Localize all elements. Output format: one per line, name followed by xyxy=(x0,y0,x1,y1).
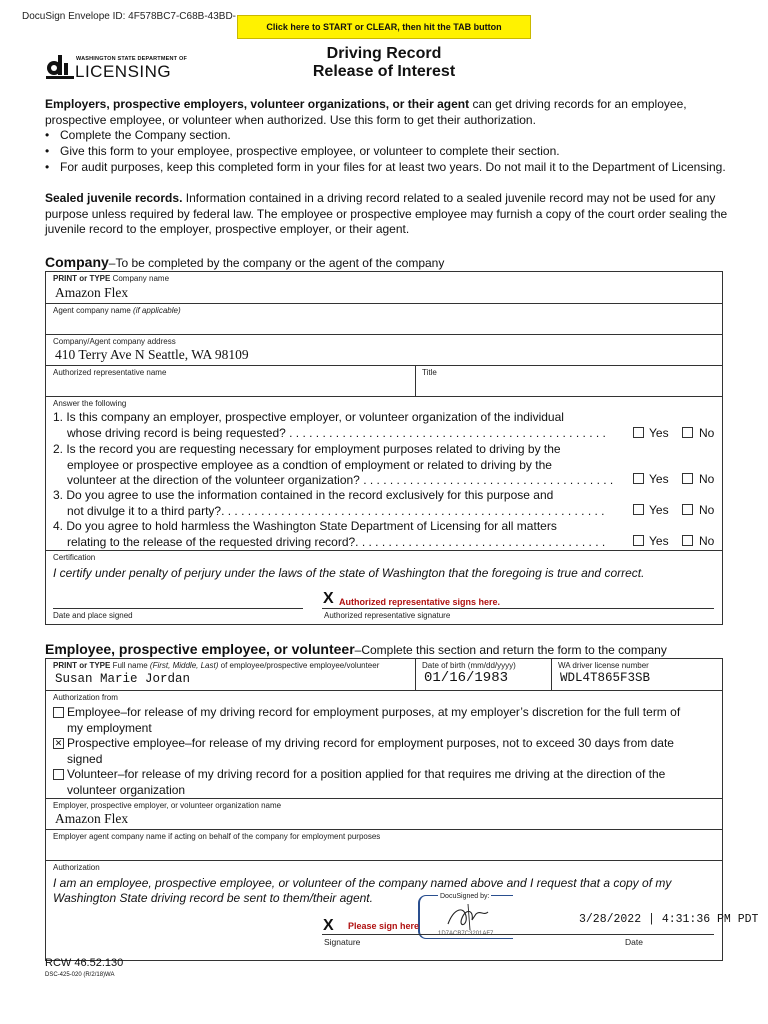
q3-no-label: No xyxy=(699,503,715,517)
address-field[interactable]: 410 Terry Ave N Seattle, WA 98109 xyxy=(55,347,249,362)
full-name-label: PRINT or TYPE Full name (First, Middle, Last) of employee/prospective employee/volunteer xyxy=(53,661,380,670)
q4-no-label: No xyxy=(699,534,715,548)
page-title xyxy=(270,45,498,81)
full-name-field[interactable]: Susan Marie Jordan xyxy=(55,672,191,686)
prospective-employee-checkbox[interactable]: ✕ xyxy=(54,738,63,748)
dl-label: WA driver license number xyxy=(558,661,649,670)
intro-paragraph xyxy=(45,97,730,128)
intro-bullet-3: • For audit purposes, keep this completed form in your files for at least two years. Do not mail it to the Department of Licensing. xyxy=(45,160,726,174)
address-label: Company/Agent company address xyxy=(53,337,176,346)
dol-logo-icon xyxy=(45,53,77,81)
q3-yes-label: Yes xyxy=(649,503,669,517)
title-field[interactable] xyxy=(422,378,712,392)
sealed-text: Information contained in a driving record related to a sealed juvenile record may not be used for any purpose unless required by federal law. The employee or prospective employee may furnish a copy of the court order sealing the juvenile record to the employer, prospective employer, or their agent. xyxy=(45,191,728,236)
signed-date-field[interactable]: 3/28/2022 | 4:31:36 PM PDT xyxy=(579,913,759,926)
certification-label: Certification xyxy=(53,553,96,562)
dob-label: Date of birth (mm/dd/yyyy) xyxy=(422,661,516,670)
question-4: 4. Do you agree to hold harmless the Washington State Department of Licensing for all matters relating to the release of the requested driving record?. . . . . . . . . . . . . . . . . . . . . . . . . . . . . . . . . . . . . . xyxy=(53,519,606,549)
q2-no-checkbox[interactable] xyxy=(682,473,693,484)
volunteer-text: Volunteer–for release of my driving record for a position applied for that requires me driving at the direction of the volunteer organization xyxy=(67,767,666,797)
signature-scribble-icon xyxy=(440,902,500,932)
dob-field[interactable]: 01/16/1983 xyxy=(424,670,509,686)
title-line2: Release of Interest xyxy=(312,63,456,80)
q1-yes-checkbox[interactable] xyxy=(633,427,644,438)
rcw-reference: RCW 46.52.130 xyxy=(45,957,124,969)
agent-company-label: Agent company name (if applicable) xyxy=(53,306,181,315)
q1-yes-label: Yes xyxy=(649,426,669,440)
form-number: DSC-425-020 (R/2/18)WA xyxy=(45,972,115,978)
answer-label: Answer the following xyxy=(53,399,127,408)
question-2: 2. Is the record you are requesting necessary for employment purposes related to driving by the employee or prospective employee as a condtion of employment or related to driving by the volunteer at the direction of the volunteer organization? . . . . . . . . . . . . . . . . . . . . . . . . . . . . . . . . . . . . . . xyxy=(53,442,614,487)
q2-yes-label: Yes xyxy=(649,472,669,486)
q2-yes-checkbox[interactable] xyxy=(633,473,644,484)
rep-name-label: Authorized representative name xyxy=(53,368,167,377)
start-clear-button[interactable]: Click here to START or CLEAR, then hit the TAB button xyxy=(237,15,531,39)
employee-option-checkbox[interactable] xyxy=(53,707,64,718)
company-name-label: PRINT or TYPE Company name xyxy=(53,274,170,283)
prospective-employee-text: Prospective employee–for release of my driving record for employment purposes, not to exceed 30 days from date signed xyxy=(67,736,674,766)
authorization-label: Authorization xyxy=(53,863,100,872)
employee-date-label: Date xyxy=(625,937,643,947)
intro-bullet-1: • Complete the Company section. xyxy=(45,128,231,142)
intro-text: can get driving records for an employee, prospective employee, or volunteer when authorized. Use this form to get their authorization. xyxy=(45,97,687,127)
rep-name-field[interactable] xyxy=(55,378,405,392)
employee-sign-here[interactable]: Please sign here xyxy=(348,921,420,931)
q3-yes-checkbox[interactable] xyxy=(633,504,644,515)
q4-no-checkbox[interactable] xyxy=(682,535,693,546)
q1-no-label: No xyxy=(699,426,715,440)
org-name-label: Employer, prospective employer, or volunteer organization name xyxy=(53,801,282,810)
org-name-field[interactable]: Amazon Flex xyxy=(55,811,129,826)
company-sign-x: X xyxy=(323,590,334,607)
envelope-id: DocuSign Envelope ID: 4F578BC7-C68B-43BD- xyxy=(22,11,236,22)
authorization-text-2: Washington State driving record be sent to them/their agent. xyxy=(53,891,373,905)
company-sign-here[interactable]: Authorized representative signs here. xyxy=(339,597,501,607)
title-line1: Driving Record xyxy=(326,45,442,62)
dl-field[interactable]: WDL4T865F3SB xyxy=(560,671,651,685)
employee-sign-x: X xyxy=(323,917,334,934)
company-name-field[interactable]: Amazon Flex xyxy=(55,285,129,300)
authorization-text-1: I am an employee, prospective employee, or volunteer of the company named above and I request that a copy of my xyxy=(53,876,672,890)
employee-option-text: Employee–for release of my driving record for employment purposes, at my employer’s discretion for the full term of my employment xyxy=(67,705,681,735)
q4-yes-checkbox[interactable] xyxy=(633,535,644,546)
certification-text: I certify under penalty of perjury under the laws of the state of Washington that the foregoing is true and correct. xyxy=(53,566,645,580)
auth-from-label: Authorization from xyxy=(53,693,118,702)
sealed-paragraph xyxy=(45,191,730,238)
volunteer-checkbox[interactable] xyxy=(53,769,64,780)
docusigned-by-label: DocuSigned by: xyxy=(440,893,490,900)
q2-no-label: No xyxy=(699,472,715,486)
logo-small-text: WASHINGTON STATE DEPARTMENT OF xyxy=(76,56,188,62)
q3-no-checkbox[interactable] xyxy=(682,504,693,515)
intro-bullet-2: • Give this form to your employee, prospective employee, or volunteer to complete their section. xyxy=(45,144,560,158)
agent-name-field[interactable] xyxy=(55,843,715,857)
intro-bold: Employers, prospective employers, volunteer organizations, or their agent xyxy=(45,97,470,111)
question-3: 3. Do you agree to use the information contained in the record exclusively for this purpose and not divulge it to a third party?. . . . . . . . . . . . . . . . . . . . . . . . . . . . . . . . . . . . . . . . . . . . . . . . . . . . . . . . . . xyxy=(53,488,605,518)
sealed-bold: Sealed juvenile records. xyxy=(45,191,183,205)
signature-id: 1D7ACB7C3201AF7... xyxy=(438,931,499,937)
logo-big-text: LICENSING xyxy=(75,62,172,81)
date-place-label: Date and place signed xyxy=(53,611,133,620)
date-place-field[interactable] xyxy=(55,590,300,606)
q4-yes-label: Yes xyxy=(649,534,669,548)
title-label: Title xyxy=(422,368,437,377)
q1-no-checkbox[interactable] xyxy=(682,427,693,438)
company-heading: Company–To be completed by the company or the agent of the company xyxy=(45,254,445,270)
company-signature-label: Authorized representative signature xyxy=(324,611,451,620)
employee-signature-label: Signature xyxy=(324,937,361,947)
question-1: 1. Is this company an employer, prospective employer, or volunteer organization of the individual whose driving record is being requested? . . . . . . . . . . . . . . . . . . . . . . . . . . . . . . . . . . . . . . . . . . . . . . . . xyxy=(53,410,606,440)
employee-heading: Employee, prospective employee, or volunteer–Complete this section and return the form to the company xyxy=(45,641,667,657)
agent-name-label: Employer agent company name if acting on behalf of the company for employment purposes xyxy=(53,832,381,841)
agent-company-field[interactable] xyxy=(55,317,715,331)
